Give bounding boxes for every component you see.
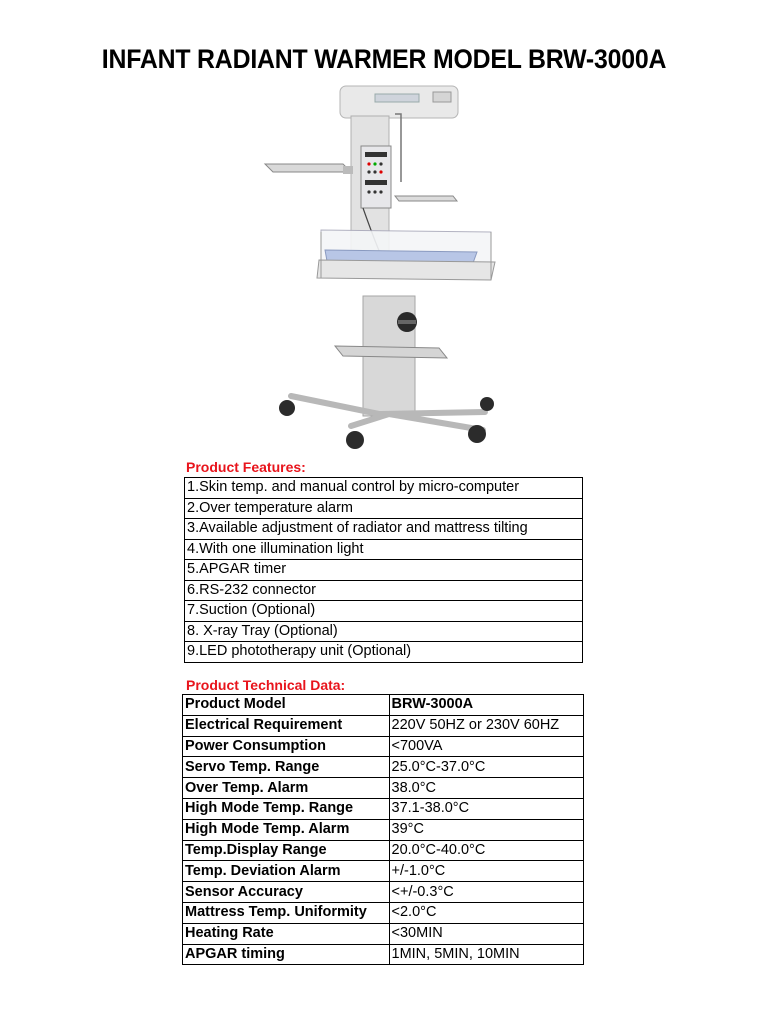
spec-value: 20.0°C-40.0°C: [389, 840, 583, 861]
spec-label: Over Temp. Alarm: [183, 778, 390, 799]
features-heading: Product Features:: [186, 459, 306, 475]
table-row: [183, 902, 584, 923]
spec-label: Electrical Requirement: [183, 715, 390, 736]
side-shelf-left: [265, 164, 351, 172]
feature-item: 5.APGAR timer: [185, 560, 583, 581]
technical-data-heading: Product Technical Data:: [186, 677, 346, 693]
caster-wheel: [468, 425, 486, 443]
table-row: [185, 519, 583, 540]
spec-label: High Mode Temp. Alarm: [183, 819, 390, 840]
page-title: INFANT RADIANT WARMER MODEL BRW-3000A: [101, 44, 667, 74]
spec-value: 39°C: [389, 819, 583, 840]
caster-wheel: [279, 400, 295, 416]
spec-value: +/-1.0°C: [389, 861, 583, 882]
table-row: [185, 601, 583, 622]
table-row: [183, 778, 584, 799]
spec-label: Power Consumption: [183, 736, 390, 757]
spec-label: Mattress Temp. Uniformity: [183, 902, 390, 923]
feature-item: 4.With one illumination light: [185, 539, 583, 560]
spec-value: 37.1-38.0°C: [389, 798, 583, 819]
feature-item: 1.Skin temp. and manual control by micro-computer: [185, 478, 583, 499]
table-row: [183, 715, 584, 736]
spec-label: Heating Rate: [183, 923, 390, 944]
table-row: [185, 478, 583, 499]
table-row: [185, 539, 583, 560]
table-row: [183, 882, 584, 903]
spec-value: <700VA: [389, 736, 583, 757]
table-row: [183, 798, 584, 819]
table-row: [185, 580, 583, 601]
table-row: [183, 695, 584, 716]
spec-value: 25.0°C-37.0°C: [389, 757, 583, 778]
radiant-warmer-product-image: [255, 82, 515, 462]
features-table: [184, 477, 583, 663]
table-row: [183, 840, 584, 861]
spec-value: <2.0°C: [389, 902, 583, 923]
spec-label: Product Model: [183, 695, 390, 716]
spec-label: High Mode Temp. Range: [183, 798, 390, 819]
spec-label: Temp.Display Range: [183, 840, 390, 861]
caster-wheel: [480, 397, 494, 411]
spec-value: 1MIN, 5MIN, 10MIN: [389, 944, 583, 965]
table-row: [183, 736, 584, 757]
table-row: [183, 757, 584, 778]
feature-item: 2.Over temperature alarm: [185, 498, 583, 519]
spec-value: BRW-3000A: [389, 695, 583, 716]
feature-item: 9.LED phototherapy unit (Optional): [185, 642, 583, 663]
table-row: [185, 560, 583, 581]
table-row: [185, 498, 583, 519]
spec-label: APGAR timing: [183, 944, 390, 965]
table-row: [183, 819, 584, 840]
spec-value: <+/-0.3°C: [389, 882, 583, 903]
table-row: [183, 923, 584, 944]
spec-label: Sensor Accuracy: [183, 882, 390, 903]
feature-item: 7.Suction (Optional): [185, 601, 583, 622]
lower-tray: [335, 346, 447, 358]
spec-value: 220V 50HZ or 230V 60HZ: [389, 715, 583, 736]
spec-label: Servo Temp. Range: [183, 757, 390, 778]
table-row: [183, 944, 584, 965]
spec-value: 38.0°C: [389, 778, 583, 799]
table-row: [185, 621, 583, 642]
spec-value: <30MIN: [389, 923, 583, 944]
table-row: [183, 861, 584, 882]
caster-wheel: [346, 431, 364, 449]
feature-item: 6.RS-232 connector: [185, 580, 583, 601]
bed-base: [317, 260, 495, 280]
table-row: [185, 642, 583, 663]
feature-item: 8. X-ray Tray (Optional): [185, 621, 583, 642]
feature-item: 3.Available adjustment of radiator and mattress tilting: [185, 519, 583, 540]
side-shelf-right: [395, 196, 457, 201]
technical-data-table: [182, 694, 584, 965]
spec-label: Temp. Deviation Alarm: [183, 861, 390, 882]
